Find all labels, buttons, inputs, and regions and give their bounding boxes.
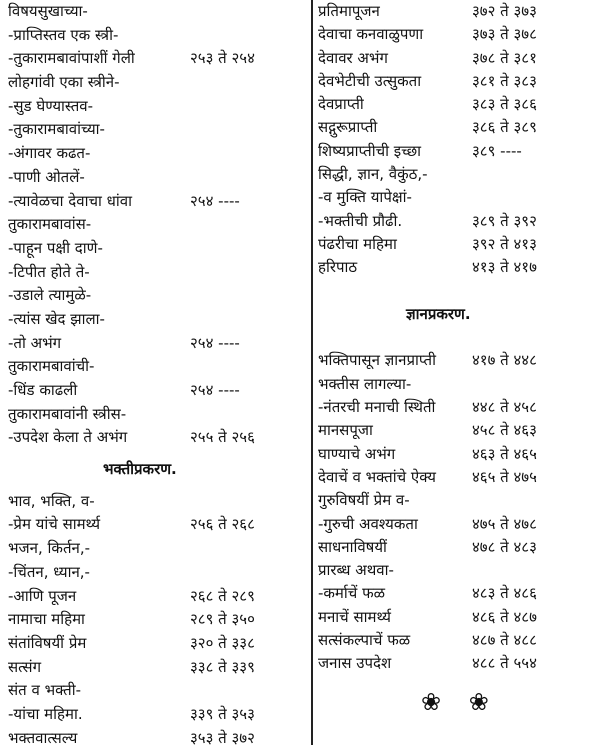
index-entry — [318, 70, 600, 93]
index-entry — [318, 23, 600, 46]
index-entry — [8, 426, 308, 450]
entry-title: -उडाले त्यामुळे- — [8, 286, 92, 305]
entry-pages: ३८९ ---- — [472, 141, 522, 160]
entry-title: -भक्तीची प्रौढी. — [318, 211, 403, 230]
section-gap — [8, 482, 308, 490]
entry-title: -पाणी ओतलें- — [8, 167, 85, 186]
index-entry — [8, 490, 308, 514]
index-entry — [318, 629, 600, 652]
index-entry — [8, 118, 308, 142]
entry-pages: ३५३ ते ३७२ — [190, 728, 255, 747]
entry-title: भाव, भक्ति, व- — [8, 491, 95, 510]
entry-title: -प्रेम यांचे सामर्थ्य — [8, 515, 101, 534]
entry-title: देवप्राप्ती — [318, 95, 364, 114]
entry-title: -आणि पूजन — [8, 586, 77, 605]
entry-pages: ३७८ ते ३८१ — [472, 48, 537, 67]
index-entry — [8, 213, 308, 237]
entry-pages: २८९ ते ३५० — [190, 610, 255, 629]
entry-title: -व मुक्ति यापेक्षां- — [318, 188, 412, 207]
entry-pages: ४६३ ते ४६५ — [472, 444, 537, 463]
index-entry — [8, 71, 308, 95]
section-heading-text: ज्ञानप्रकरण. — [406, 304, 471, 323]
index-entry — [318, 513, 600, 536]
index-entry — [8, 284, 308, 308]
entry-pages: ३२० ते ३३८ — [190, 633, 255, 652]
entry-title: भजन, किर्तन,- — [8, 539, 90, 558]
entry-pages: ३८९ ते ३९२ — [472, 211, 537, 230]
index-entry — [8, 679, 308, 703]
entry-title: -उपदेश केला ते अभंग — [8, 428, 128, 447]
index-entry — [8, 561, 308, 585]
entry-title: तुकारामबावांनी स्त्रीस- — [8, 404, 127, 423]
entry-pages: ४४८ ते ४५८ — [472, 398, 537, 417]
index-entry — [8, 513, 308, 537]
entry-pages: २५४ ---- — [190, 333, 240, 352]
index-entry — [8, 332, 308, 356]
ornament-flowers: ❀ ❀ — [421, 688, 499, 716]
entry-pages: ४८६ ते ४८७ — [472, 607, 537, 626]
entry-pages: ४८३ ते ४८६ — [472, 584, 537, 603]
index-entry — [318, 443, 600, 466]
section-gap — [318, 280, 600, 303]
index-entry — [318, 559, 600, 582]
section-heading-text: भक्तीप्रकरण. — [103, 460, 177, 479]
index-entry — [8, 355, 308, 379]
index-entry — [318, 163, 600, 186]
entry-pages: २६८ ते २८९ — [190, 586, 255, 605]
index-entry — [8, 142, 308, 166]
entry-title: प्रतिमापूजन — [318, 2, 380, 20]
entry-title: -यांचा महिमा. — [8, 704, 83, 723]
entry-title: जनास उपदेश — [318, 654, 392, 673]
entry-pages: २५४ ---- — [190, 381, 240, 399]
entry-title: पंढरीचा महिमा — [318, 234, 397, 253]
entry-title: -पाहून पक्षी दाणे- — [8, 238, 103, 257]
entry-title: मानसपूजा — [318, 421, 373, 440]
entry-title: देवावर अभंग — [318, 48, 388, 67]
index-entry — [318, 47, 600, 70]
entry-title: -नंतरची मनाची स्थिती — [318, 398, 436, 417]
index-entry — [8, 632, 308, 656]
entry-pages: ४७८ ते ४८३ — [472, 537, 537, 556]
entry-title: सद्गुरूप्राप्ती — [318, 118, 378, 137]
section-gap — [8, 450, 308, 458]
entry-title: -तो अभंग — [8, 333, 62, 352]
index-entry — [8, 403, 308, 427]
entry-pages: २५३ ते २५४ — [190, 49, 255, 68]
entry-pages: ३८६ ते ३८९ — [472, 118, 537, 137]
index-entry — [318, 93, 600, 116]
entry-title: -प्राप्तिस्तव एक स्त्री- — [8, 25, 119, 44]
entry-title: हरिपाठ — [318, 258, 358, 277]
index-entry — [318, 582, 600, 605]
index-entry — [318, 396, 600, 419]
entry-title: देवाचा कनवाळुपणा — [318, 25, 424, 44]
entry-title: -धिंड काढली — [8, 381, 78, 399]
entry-title: सिद्धी, ज्ञान, वैकुंठ,- — [318, 165, 428, 184]
index-entry — [318, 373, 600, 396]
entry-pages: ३९२ ते ४१३ — [472, 234, 537, 253]
entry-title: संतांविषयीं प्रेम — [8, 633, 87, 652]
entry-title: -गुरुची अवश्यकता — [318, 514, 418, 533]
entry-pages: २५५ ते २५६ — [190, 428, 255, 447]
index-entry — [8, 95, 308, 119]
entry-title: देवाचें व भक्तांचे ऐक्य — [318, 467, 436, 486]
entry-title: शिष्यप्राप्तीची इच्छा — [318, 141, 422, 160]
index-entry — [318, 349, 600, 372]
entry-title: -त्यांस खेद झाला- — [8, 309, 105, 328]
index-entry — [8, 237, 308, 261]
entry-title: -कर्माचें फळ — [318, 584, 386, 603]
index-entry — [8, 24, 308, 48]
index-entry — [8, 190, 308, 214]
index-entry — [318, 140, 600, 163]
index-column-right — [318, 0, 600, 676]
entry-title: लोहगांवी एका स्त्रीने- — [8, 73, 120, 92]
index-entry — [8, 585, 308, 609]
entry-title: -सुड घेण्यास्तव- — [8, 96, 94, 115]
entry-title: तुकारामबावांची- — [8, 357, 95, 376]
entry-pages: ४७५ ते ४७८ — [472, 514, 537, 533]
column-divider — [311, 0, 313, 745]
entry-pages: ४१३ ते ४१७ — [472, 258, 537, 277]
entry-pages: २५६ ते २६८ — [190, 515, 255, 534]
section-gap — [318, 326, 600, 349]
entry-pages: ४६५ ते ४७५ — [472, 467, 537, 486]
index-entry — [8, 656, 308, 680]
index-entry — [318, 186, 600, 209]
index-entry — [8, 727, 308, 750]
index-entry — [318, 536, 600, 559]
entry-pages: ३३९ ते ३५३ — [190, 704, 255, 723]
index-entry — [318, 606, 600, 629]
entry-title: साधनाविषयीं — [318, 537, 387, 556]
index-entry — [8, 0, 308, 24]
entry-title: तुकारामबावांस- — [8, 215, 92, 234]
index-entry — [8, 308, 308, 332]
entry-title: संत व भक्ती- — [8, 681, 81, 700]
index-entry — [318, 210, 600, 233]
entry-title: -तुकारामबावांच्या- — [8, 120, 105, 139]
index-entry — [8, 537, 308, 561]
index-entry — [318, 466, 600, 489]
index-entry — [318, 256, 600, 279]
entry-pages: ३७२ ते ३७३ — [472, 2, 537, 20]
entry-pages: ३३८ ते ३३९ — [190, 657, 255, 676]
index-entry — [318, 116, 600, 139]
entry-pages: ३८१ ते ३८३ — [472, 71, 537, 90]
entry-title: भक्तिपासून ज्ञानप्राप्ती — [318, 351, 436, 370]
index-entry — [8, 608, 308, 632]
entry-title: प्रारब्ध अथवा- — [318, 561, 394, 580]
entry-title: -टिपीत होते ते- — [8, 262, 90, 281]
entry-title: देवभेटीची उत्सुकता — [318, 71, 422, 90]
entry-pages: ४५८ ते ४६३ — [472, 421, 537, 440]
entry-pages: ४८८ ते ५५४ — [472, 654, 537, 673]
entry-pages: ३८३ ते ३८६ — [472, 95, 537, 114]
entry-pages: २५४ ---- — [190, 191, 240, 210]
entry-pages: ४१७ ते ४४८ — [472, 351, 537, 370]
entry-pages: ३७३ ते ३७८ — [472, 25, 537, 44]
section-heading — [8, 458, 308, 482]
entry-title: -चिंतन, ध्यान,- — [8, 562, 90, 581]
index-entry — [8, 379, 308, 403]
entry-title: भक्तवात्सल्य — [8, 728, 78, 747]
entry-title: -त्यावेळचा देवाचा धांवा — [8, 191, 132, 210]
index-entry — [318, 0, 600, 23]
index-entry — [318, 233, 600, 256]
index-column-left — [8, 0, 308, 750]
entry-title: सत्संकल्पाचें फळ — [318, 631, 411, 650]
entry-title: मनाचें सामर्थ्य — [318, 607, 391, 626]
entry-title: -तुकारामबावांपाशीं गेली — [8, 49, 135, 68]
index-entry — [318, 419, 600, 442]
index-entry — [318, 652, 600, 675]
entry-title: सत्संग — [8, 657, 42, 676]
entry-title: घाण्याचे अभंग — [318, 444, 396, 463]
index-entry — [318, 489, 600, 512]
entry-title: -अंगावर कढत- — [8, 144, 91, 163]
section-heading — [318, 303, 600, 326]
entry-title: विषयसुखाच्या- — [8, 2, 88, 20]
index-entry — [8, 261, 308, 285]
entry-title: नामाचा महिमा — [8, 610, 85, 629]
index-entry — [8, 703, 308, 727]
entry-pages: ४८७ ते ४८८ — [472, 631, 537, 650]
index-entry — [8, 47, 308, 71]
entry-title: भक्तीस लागल्या- — [318, 374, 412, 393]
entry-title: गुरुविषयीं प्रेम व- — [318, 491, 410, 510]
index-entry — [8, 166, 308, 190]
